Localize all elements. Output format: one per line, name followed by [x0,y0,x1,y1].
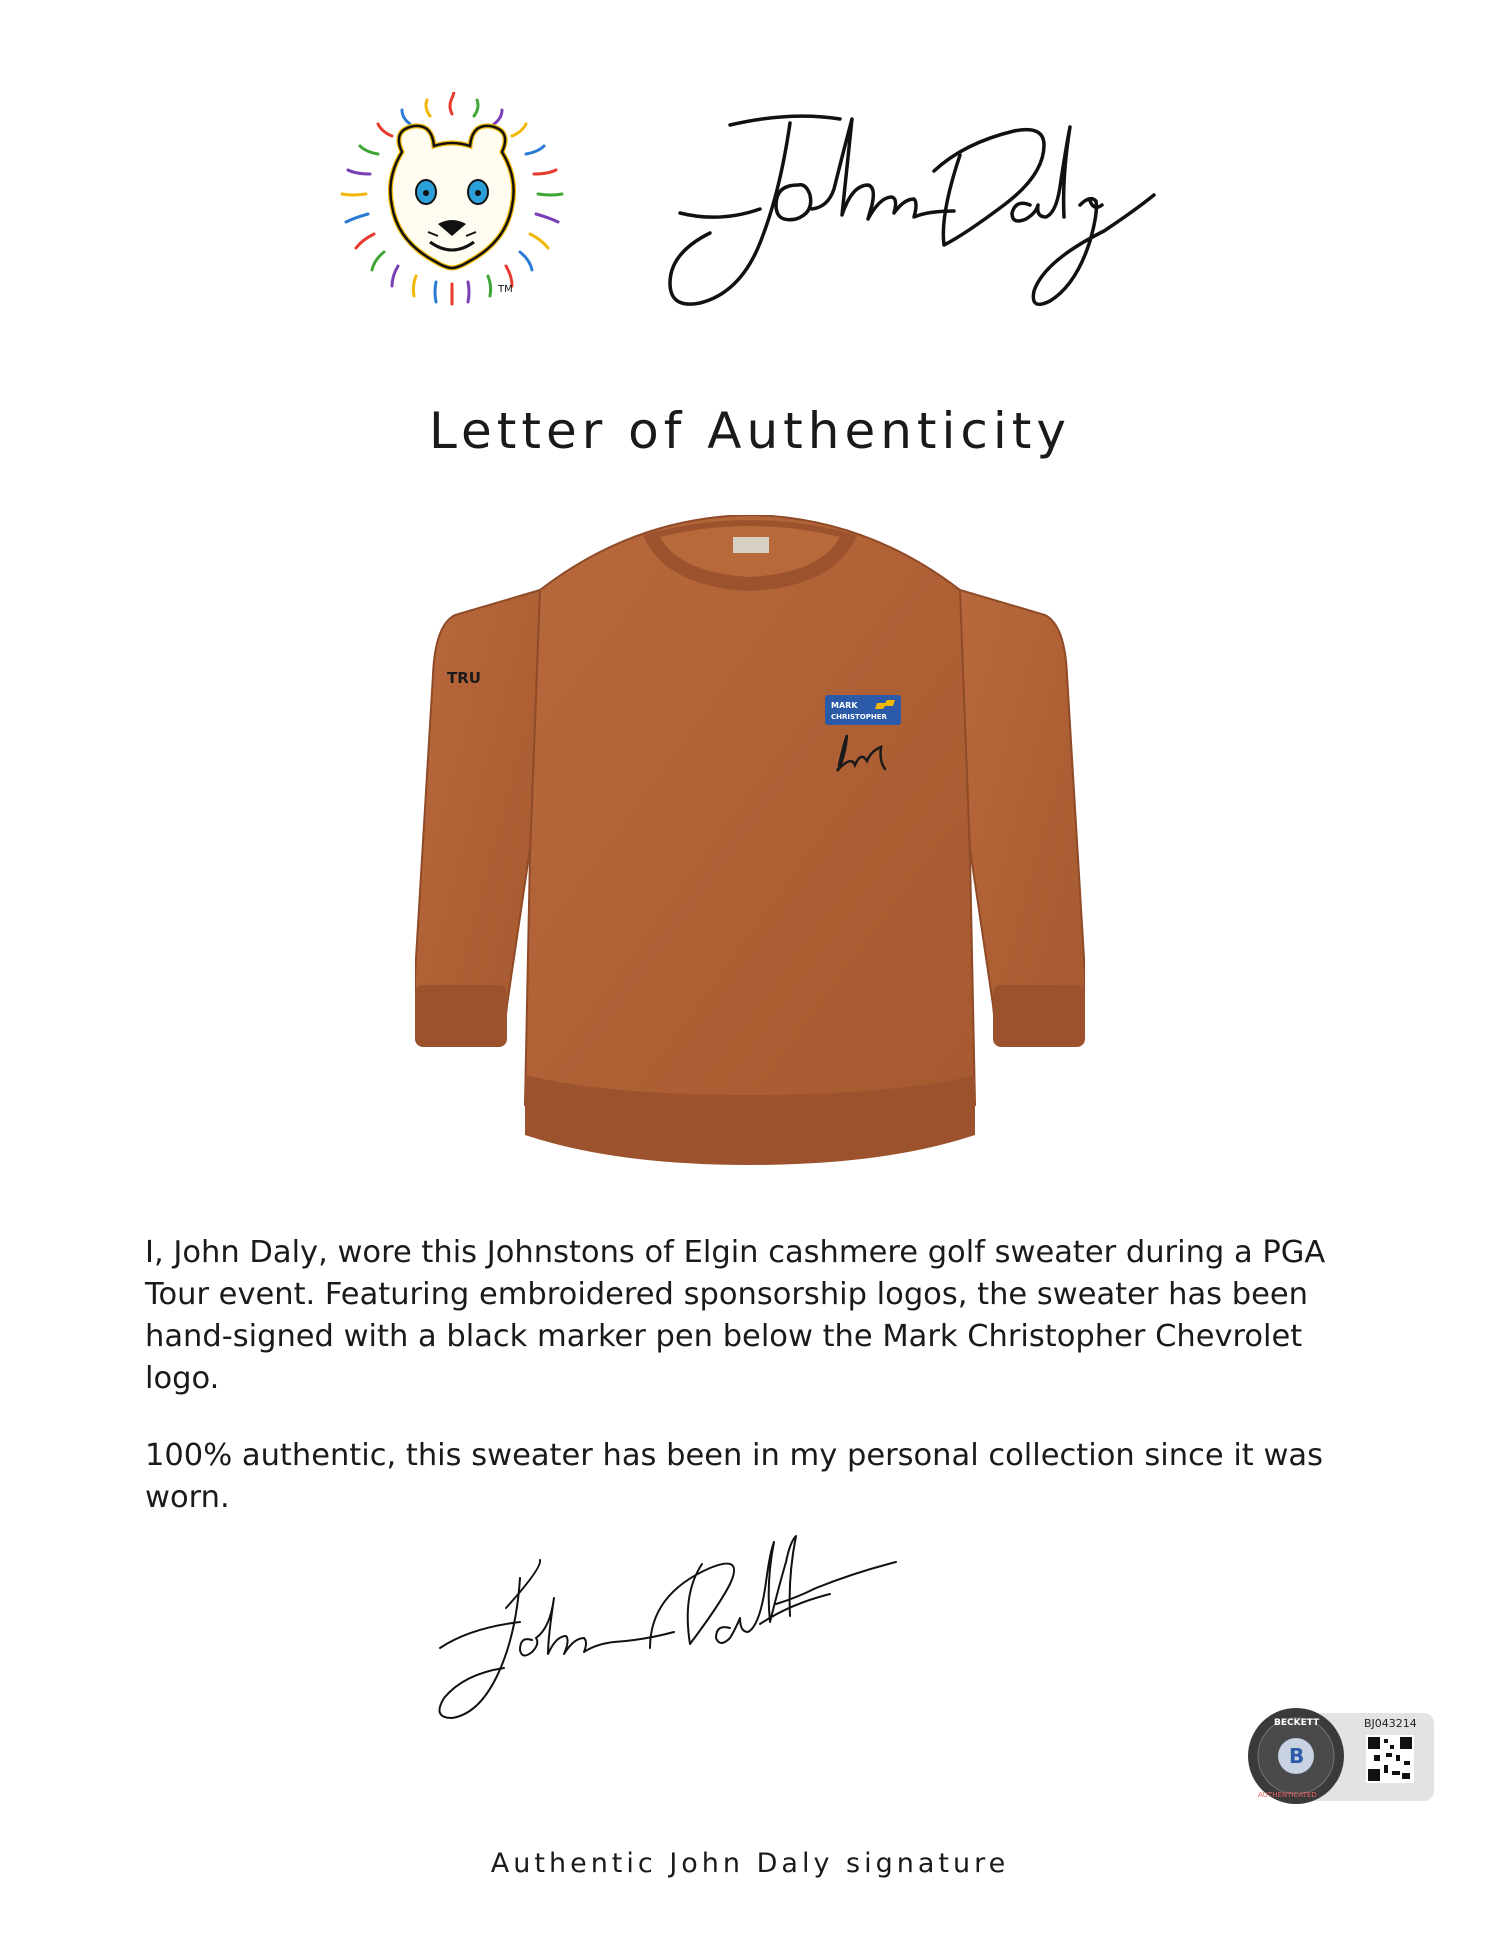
svg-text:BECKETT: BECKETT [1274,1718,1320,1728]
body-paragraph: 100% authentic, this sweater has been in my personal collection since it was worn. [145,1438,1323,1515]
sweater-photo [415,515,1085,1180]
footer-signature-image [430,1528,910,1728]
letter-body [145,1232,1355,1554]
svg-text:TRU: TRU [447,669,481,687]
svg-text:AUTHENTICATED: AUTHENTICATED [1258,1791,1317,1799]
body-paragraph: I, John Daly, wore this Johnstons of Elgin cashmere golf sweater during a PGA Tour event. Featuring embroidered sponsorship logos, the sweater has been hand-signed with a black marker pen below the Mark Christopher Chevrolet logo. [145,1235,1326,1396]
page-title: Letter of Authenticity [429,402,1071,460]
svg-text:B: B [1289,1744,1305,1768]
svg-text:TM: TM [498,284,513,295]
signature-caption: Authentic John Daly signature [490,1848,1010,1879]
beckett-authentication-sticker [1246,1705,1436,1807]
lion-logo-icon [318,92,586,314]
header-signature-image [660,105,1190,320]
svg-text:CHRISTOPHER: CHRISTOPHER [831,713,887,721]
svg-text:MARK: MARK [831,701,858,710]
svg-text:BJ043214: BJ043214 [1364,1717,1417,1730]
